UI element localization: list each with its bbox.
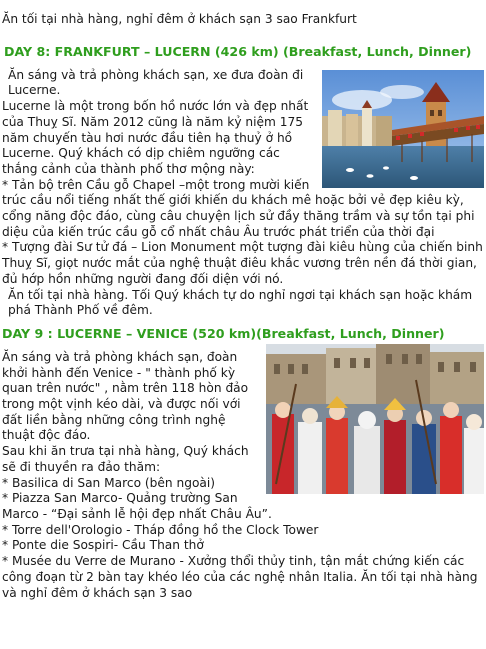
day8-paragraph-3: * Tản bộ trên Cầu gỗ Chapel –một trong mười kiến trúc cầu nổi tiếng nhất thế giới khiến du khách mê hoặc bởi vẻ đẹp kiêu kỳ, cổng năng độc đáo, cùng câu chuyện lịch sử đầy thăng trầm và sự tồn tại phi diệu của kiến trúc cầu gỗ cổ nhất châu Âu trước phát triển của thời đại (2, 177, 475, 239)
intro-line: Ăn tối tại nhà hàng, nghỉ đêm ở khách sạn 3 sao Frankfurt (2, 12, 357, 26)
day8-paragraph-5: Ăn tối tại nhà hàng. Tối Quý khách tự do nghỉ ngơi tại khách sạn hoặc khám phá Thành Phố về đêm. (8, 287, 473, 318)
list-item: * Piazza San Marco- Quảng trường San Marco - “Đại sảnh lễ hội đẹp nhất Châu Âu”. (2, 491, 272, 521)
venice-carnival-photo (266, 344, 484, 494)
list-item: * Ponte die Sospiri- Cầu Than thở (2, 538, 204, 553)
list-item: * Musée du Verre de Murano - Xưởng thổi thủy tinh, tận mắt chứng kiến các công đoạn từ 2 bàn tay khéo léo của các nghệ nhân Italia. Ăn tối tại nhà hàng và nghỉ đêm ở khách sạn 3 sao (2, 554, 478, 600)
list-item: * Basilica di San Marco (bên ngoài) (2, 475, 216, 490)
day9-paragraph-1: Ăn sáng và trả phòng khách sạn, đoàn khởi hành đến Venice - " thành phố kỳ quan trên nước" , nằm trên 118 hòn đảo trong một vịnh kéo dài, và được nối với đất liền bằng những công trình nghệ thuật độc đáo. (2, 349, 249, 443)
day8-paragraph-2: Lucerne là một trong bốn hồ nước lớn và đẹp nhất của Thuỵ Sĩ. Năm 2012 cũng là năm kỷ niệm 175 năm chuyến tàu hơi nước đầu tiên hạ thuỷ ở hồ Lucerne. Quý khách có dịp chiêm ngưỡng các thắng cảnh của thành phố thơ mộng này: (2, 99, 309, 176)
day8-title: DAY 8: FRANKFURT – LUCERN (426 km) (Breakfast, Lunch, Dinner) (4, 43, 472, 59)
day9-title: DAY 9 : LUCERNE – VENICE (520 km)(Breakfast, Lunch, Dinner) (2, 325, 445, 341)
day9-paragraph-2: Sau khi ăn trưa tại nhà hàng, Quý khách sẽ đi thuyền ra đảo thăm: (2, 444, 249, 474)
day9-sight-list (2, 476, 484, 602)
lucerne-chapel-bridge-photo (322, 70, 484, 188)
day8-paragraph-4: * Tượng đài Sư tử đá – Lion Monument một tượng đài kiêu hùng của chiến binh Thuỵ Sĩ, giọt nước mắt của nghệ thuật điêu khắc vương trên nền đá thời gian, đủ hớp hồn những người đang đối diện với nó. (2, 240, 483, 286)
section-spacer (2, 319, 484, 326)
day8-paragraph-1: Ăn sáng và trả phòng khách sạn, xe đưa đoàn đi Lucerne. (8, 67, 304, 98)
itinerary-document (2, 12, 484, 601)
list-item: * Torre dell'Orologio - Tháp đồng hồ the Clock Tower (2, 522, 319, 537)
